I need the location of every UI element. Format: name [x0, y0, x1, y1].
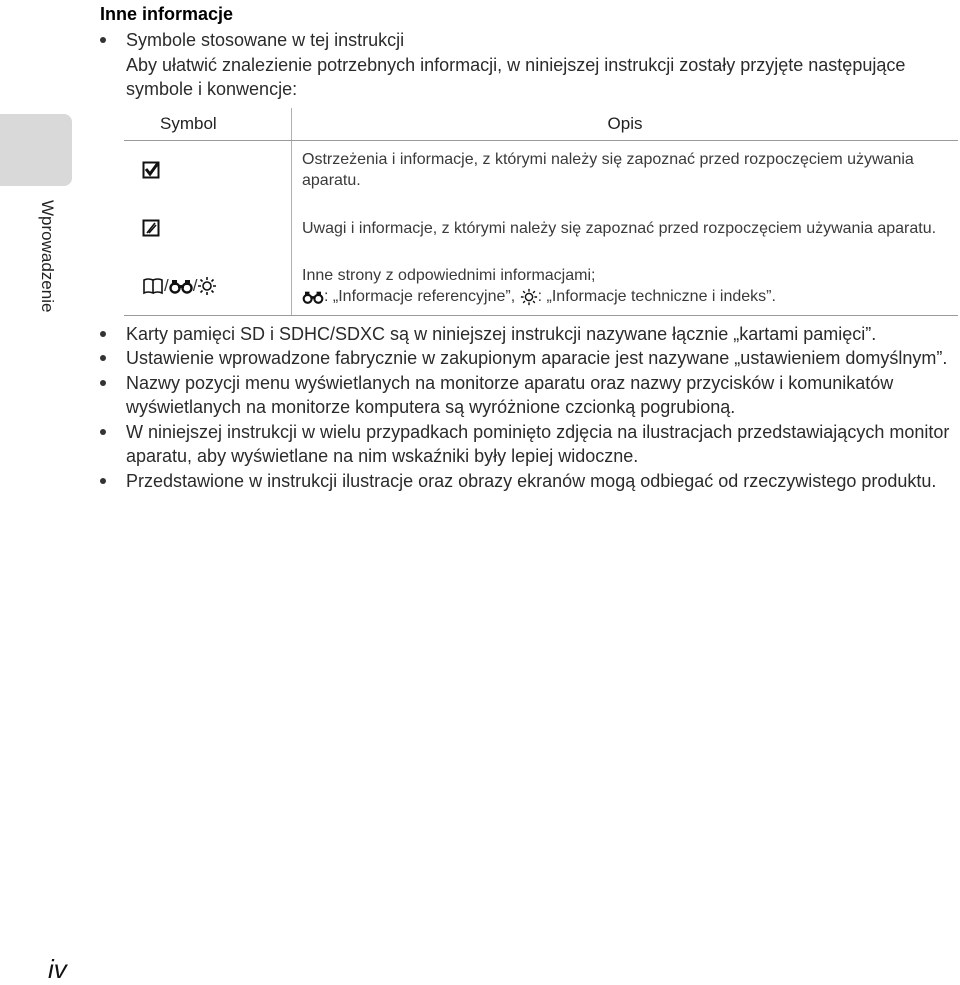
symbol-column-header: Symbol — [124, 108, 292, 141]
list-item — [100, 346, 956, 371]
symbol-cell — [124, 199, 292, 257]
description-cell: Uwagi i informacje, z którymi należy się zapoznać przed rozpoczęciem używania aparatu. — [302, 219, 937, 237]
list-item-text: Nazwy pozycji menu wyświetlanych na monitorze aparatu oraz nazwy przycisków i komunikatów wyświetlanych na monitorze komputera są wyróżnione czcionką pogrubioną. — [126, 372, 894, 417]
intro-heading: Symbole stosowane w tej instrukcji — [126, 30, 405, 50]
note-pen-icon — [142, 219, 160, 237]
list-item — [100, 469, 956, 494]
description-column-header: Opis — [292, 108, 959, 141]
intro-text: Aby ułatwić znalezienie potrzebnych informacji, w niniejszej instrukcji zostały przyjęte następujące symbole i konwencje: — [126, 54, 906, 99]
list-item-text: Przedstawione w instrukcji ilustracje oraz obrazy ekranów mogą odbiegać od rzeczywistego produktu. — [126, 470, 937, 491]
reference-text: : „Informacje referencyjne”, — [324, 288, 520, 305]
table-row — [124, 140, 958, 199]
conventions-list — [100, 322, 956, 494]
technical-text: : „Informacje techniczne i indeks”. — [537, 288, 776, 305]
list-item-text: W niniejszej instrukcji w wielu przypadkach pominięto zdjęcia na ilustracjach przedstawiających monitor aparatu, aby wyświetlane na nim wskaźniki były lepiej widoczne. — [126, 421, 950, 466]
binoculars-icon — [169, 277, 193, 295]
description-line — [302, 286, 958, 307]
bullet-dot — [100, 37, 106, 43]
table-row — [124, 257, 958, 316]
page-number: iv — [48, 954, 67, 984]
description-line: Inne strony z odpowiednimi informacjami; — [302, 267, 596, 284]
bulb-icon — [520, 288, 538, 306]
description-cell: Ostrzeżenia i informacje, z którymi należy się zapoznać przed rozpoczęciem używania aparatu. — [302, 151, 914, 189]
intro-bullet — [100, 28, 956, 102]
section-title: Inne informacje — [100, 4, 234, 24]
chapter-tab — [0, 114, 72, 186]
list-item — [100, 371, 956, 420]
symbol-cell: / / — [124, 257, 292, 316]
bullet-dot — [100, 478, 106, 484]
description-cell — [292, 257, 959, 316]
book-icon — [142, 277, 164, 295]
symbol-table — [124, 108, 958, 316]
list-item — [100, 420, 956, 469]
list-item-text: Ustawienie wprowadzone fabrycznie w zakupionym aparacie jest nazywane „ustawieniem domyślnym”. — [126, 348, 948, 368]
page-content — [100, 0, 956, 493]
bulb-icon — [197, 276, 217, 296]
list-item-text: Karty pamięci SD i SDHC/SDXC są w niniejszej instrukcji nazywane łącznie „kartami pamięci”. — [126, 323, 877, 344]
table-row — [124, 199, 958, 257]
bullet-dot — [100, 331, 106, 337]
symbol-cell — [124, 140, 292, 199]
bullet-dot — [100, 380, 106, 386]
caution-check-icon — [142, 161, 160, 179]
bullet-dot — [100, 355, 106, 361]
bullet-dot — [100, 429, 106, 435]
list-item — [100, 322, 956, 347]
chapter-tab-label: Wprowadzenie — [38, 200, 57, 313]
binoculars-icon — [302, 289, 324, 305]
